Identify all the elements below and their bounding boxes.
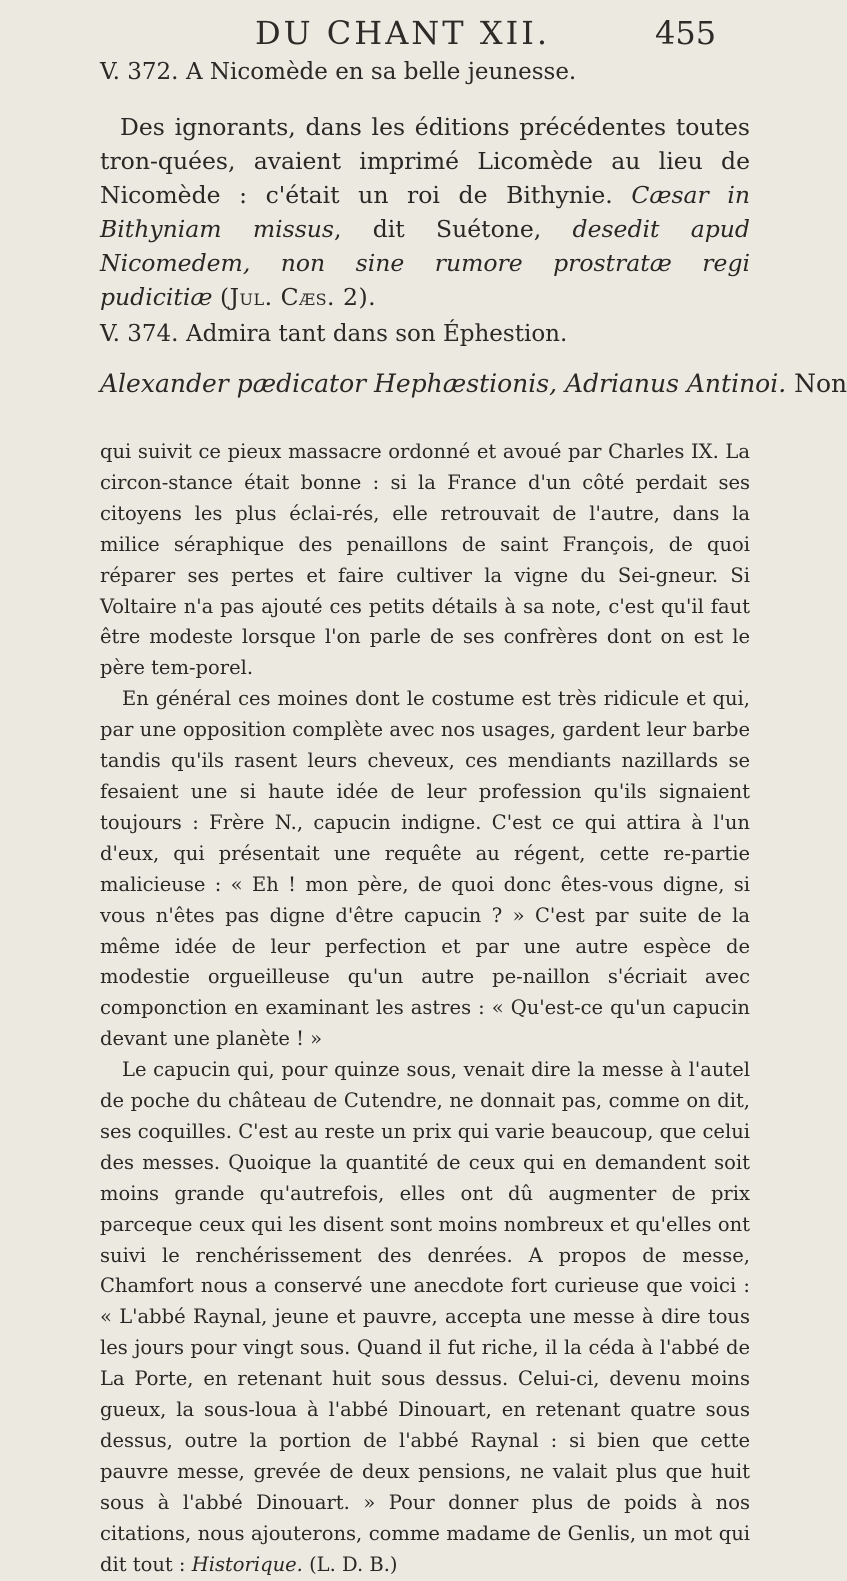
verse-number: V. 374.	[100, 321, 179, 347]
note-374-latin-tail: Non	[794, 369, 847, 398]
paragraph-1: qui suivit ce pieux massacre ordonné et avoué par Charles IX. La circon-stance était bonne : si la France d'un côté perdait ses citoyens les plus éclai-rés, elle retrouvait de l'autre, dans la milice séraphique des penaillons de saint François, de quoi réparer ses pertes et faire cultiver la vigne du Sei-gneur. Si Voltaire n'a pas ajouté ces petits détails à sa note, c'est qu'il faut être modeste lorsque l'on parle de ses confrères dont on est le père tem-porel.	[100, 440, 750, 680]
verse-ref-372	[100, 54, 750, 90]
note-374-latin-text: Alexander pædicator Hephæstionis, Adrianus Antinoi.	[100, 369, 787, 398]
paragraph-3	[100, 1055, 750, 1580]
note-372	[100, 54, 750, 314]
note-372-citation: (Jul. Cæs. 2).	[219, 283, 377, 311]
note-374	[100, 316, 847, 404]
note-372-text-1: Des ignorants, dans les éditions précédentes toutes tron-quées, avaient imprimé Licomède au lieu de Nicomède : c'était un roi de Bithynie.	[100, 113, 750, 209]
note-372-latin-1: Cæsar in Bithyniam missus	[100, 181, 750, 243]
verse-quote: A Nicomède en sa belle jeunesse.	[186, 59, 577, 85]
signature: (L. D. B.)	[309, 1552, 398, 1576]
page-number: 455	[655, 14, 717, 52]
paragraph-3-italic: Historique.	[191, 1552, 303, 1576]
body-text	[100, 437, 750, 1581]
note-372-latin-2: desedit apud Nicomedem, non sine rumore prostratæ regi pudicitiæ	[100, 215, 750, 311]
note-372-text	[100, 110, 750, 314]
running-title: DU CHANT XII.	[255, 14, 551, 52]
verse-number: V. 372.	[100, 59, 179, 85]
paragraph-3-text: Le capucin qui, pour quinze sous, venait dire la messe à l'autel de poche du château de Cutendre, ne donnait pas, comme on dit, ses coquilles. C'est au reste un prix qui varie beaucoup, que celui des messes. Quoique la quantité de ceux qui en demandent soit moins grande qu'autrefois, elles ont dû augmenter de prix parceque ceux qui les disent sont moins nombreux et qu'elles ont suivi le renchérissement des denrées. A propos de messe, Chamfort nous a conservé une anecdote fort curieuse que voici : « L'abbé Raynal, jeune et pauvre, accepta une messe à dire tous les jours pour vingt sous. Quand il fut riche, il la céda à l'abbé de La Porte, en retenant huit sous dessus. Celui-ci, devenu moins gueux, la sous-loua à l'abbé Dinouart, en retenant quatre sous dessus, outre la portion de l'abbé Raynal : si bien que cette pauvre messe, grevée de deux pensions, ne valait plus que huit sous à l'abbé Dinouart. » Pour donner plus de poids à nos citations, nous ajouterons, comme madame de Genlis, un mot qui dit tout :	[100, 1058, 750, 1576]
note-372-text-2: , dit Suétone,	[333, 215, 542, 243]
verse-ref-374	[100, 316, 750, 352]
note-374-latin	[100, 364, 847, 404]
verse-quote: Admira tant dans son Éphestion.	[186, 321, 568, 347]
page-header	[0, 10, 800, 54]
paragraph-2: En général ces moines dont le costume est très ridicule et qui, par une opposition complète avec nos usages, gardent leur barbe tandis qu'ils rasent leurs cheveux, ces mendiants nazillards se fesaient une si haute idée de leur profession qu'ils signaient toujours : Frère N., capucin indigne. C'est ce qui attira à l'un d'eux, qui présentait une requête au régent, cette re-partie malicieuse : « Eh ! mon père, de quoi donc êtes-vous digne, si vous n'êtes pas digne d'être capucin ? » C'est par suite de la même idée de leur perfection et par une autre espèce de modestie orgueilleuse qu'un autre pe-naillon s'écriait avec componction en examinant les astres : « Qu'est-ce qu'un capucin devant une planète ! »	[100, 687, 750, 1051]
